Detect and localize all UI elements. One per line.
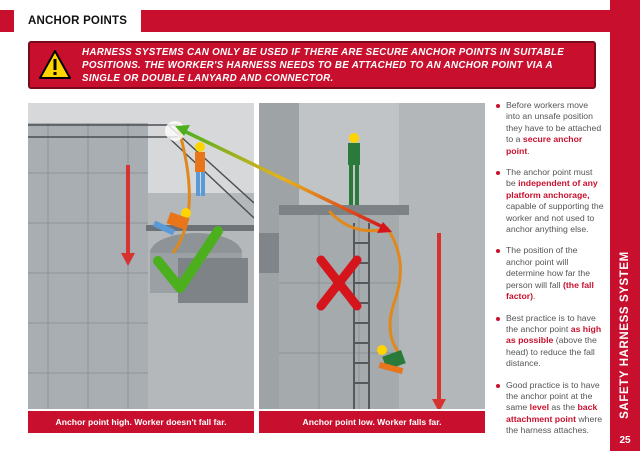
illustration-low-anchor <box>259 103 485 409</box>
caption-low-anchor: Anchor point low. Worker falls far. <box>259 409 485 433</box>
illustration-high-anchor <box>28 103 254 409</box>
caption-high-anchor: Anchor point high. Worker doesn't fall far. <box>28 409 254 433</box>
panel-low-anchor <box>259 103 485 433</box>
bullet-3: The position of the anchor point will determine how far the person will fall (the fall factor). <box>496 245 604 302</box>
warning-text: HARNESS SYSTEMS CAN ONLY BE USED IF THERE ARE SECURE ANCHOR POINTS IN SUITABLE POSITIONS. THE WORKER'S HARNESS NEEDS TO BE ATTACHED TO AN ANCHOR POINT VIA A SINGLE OR DOUBLE LANYARD AND CONNECTOR. <box>82 46 565 84</box>
page-number: 25 <box>619 435 631 446</box>
bullet-1: Before workers move into an unsafe position they have to be attached to a secure anchor point. <box>496 100 604 157</box>
side-label: SAFETY HARNESS SYSTEM <box>619 251 632 419</box>
side-strip <box>610 0 640 451</box>
bullet-4: Best practice is to have the anchor point as high as possible (above the head) to reduce the fall distance. <box>496 313 604 370</box>
header-band <box>0 10 610 32</box>
panel-high-anchor <box>28 103 254 433</box>
bullet-2: The anchor point must be independent of any platform anchorage, capable of supporting the worker and not used to anchor anything else. <box>496 167 604 235</box>
bullet-list <box>496 100 604 447</box>
worker-standing <box>195 142 205 196</box>
bullet-5: Good practice is to have the anchor point at the same level as the back attachment point where the harness attaches. <box>496 380 604 437</box>
warning-box <box>28 41 596 89</box>
section-title: ANCHOR POINTS <box>14 10 145 32</box>
warning-icon <box>38 49 72 81</box>
